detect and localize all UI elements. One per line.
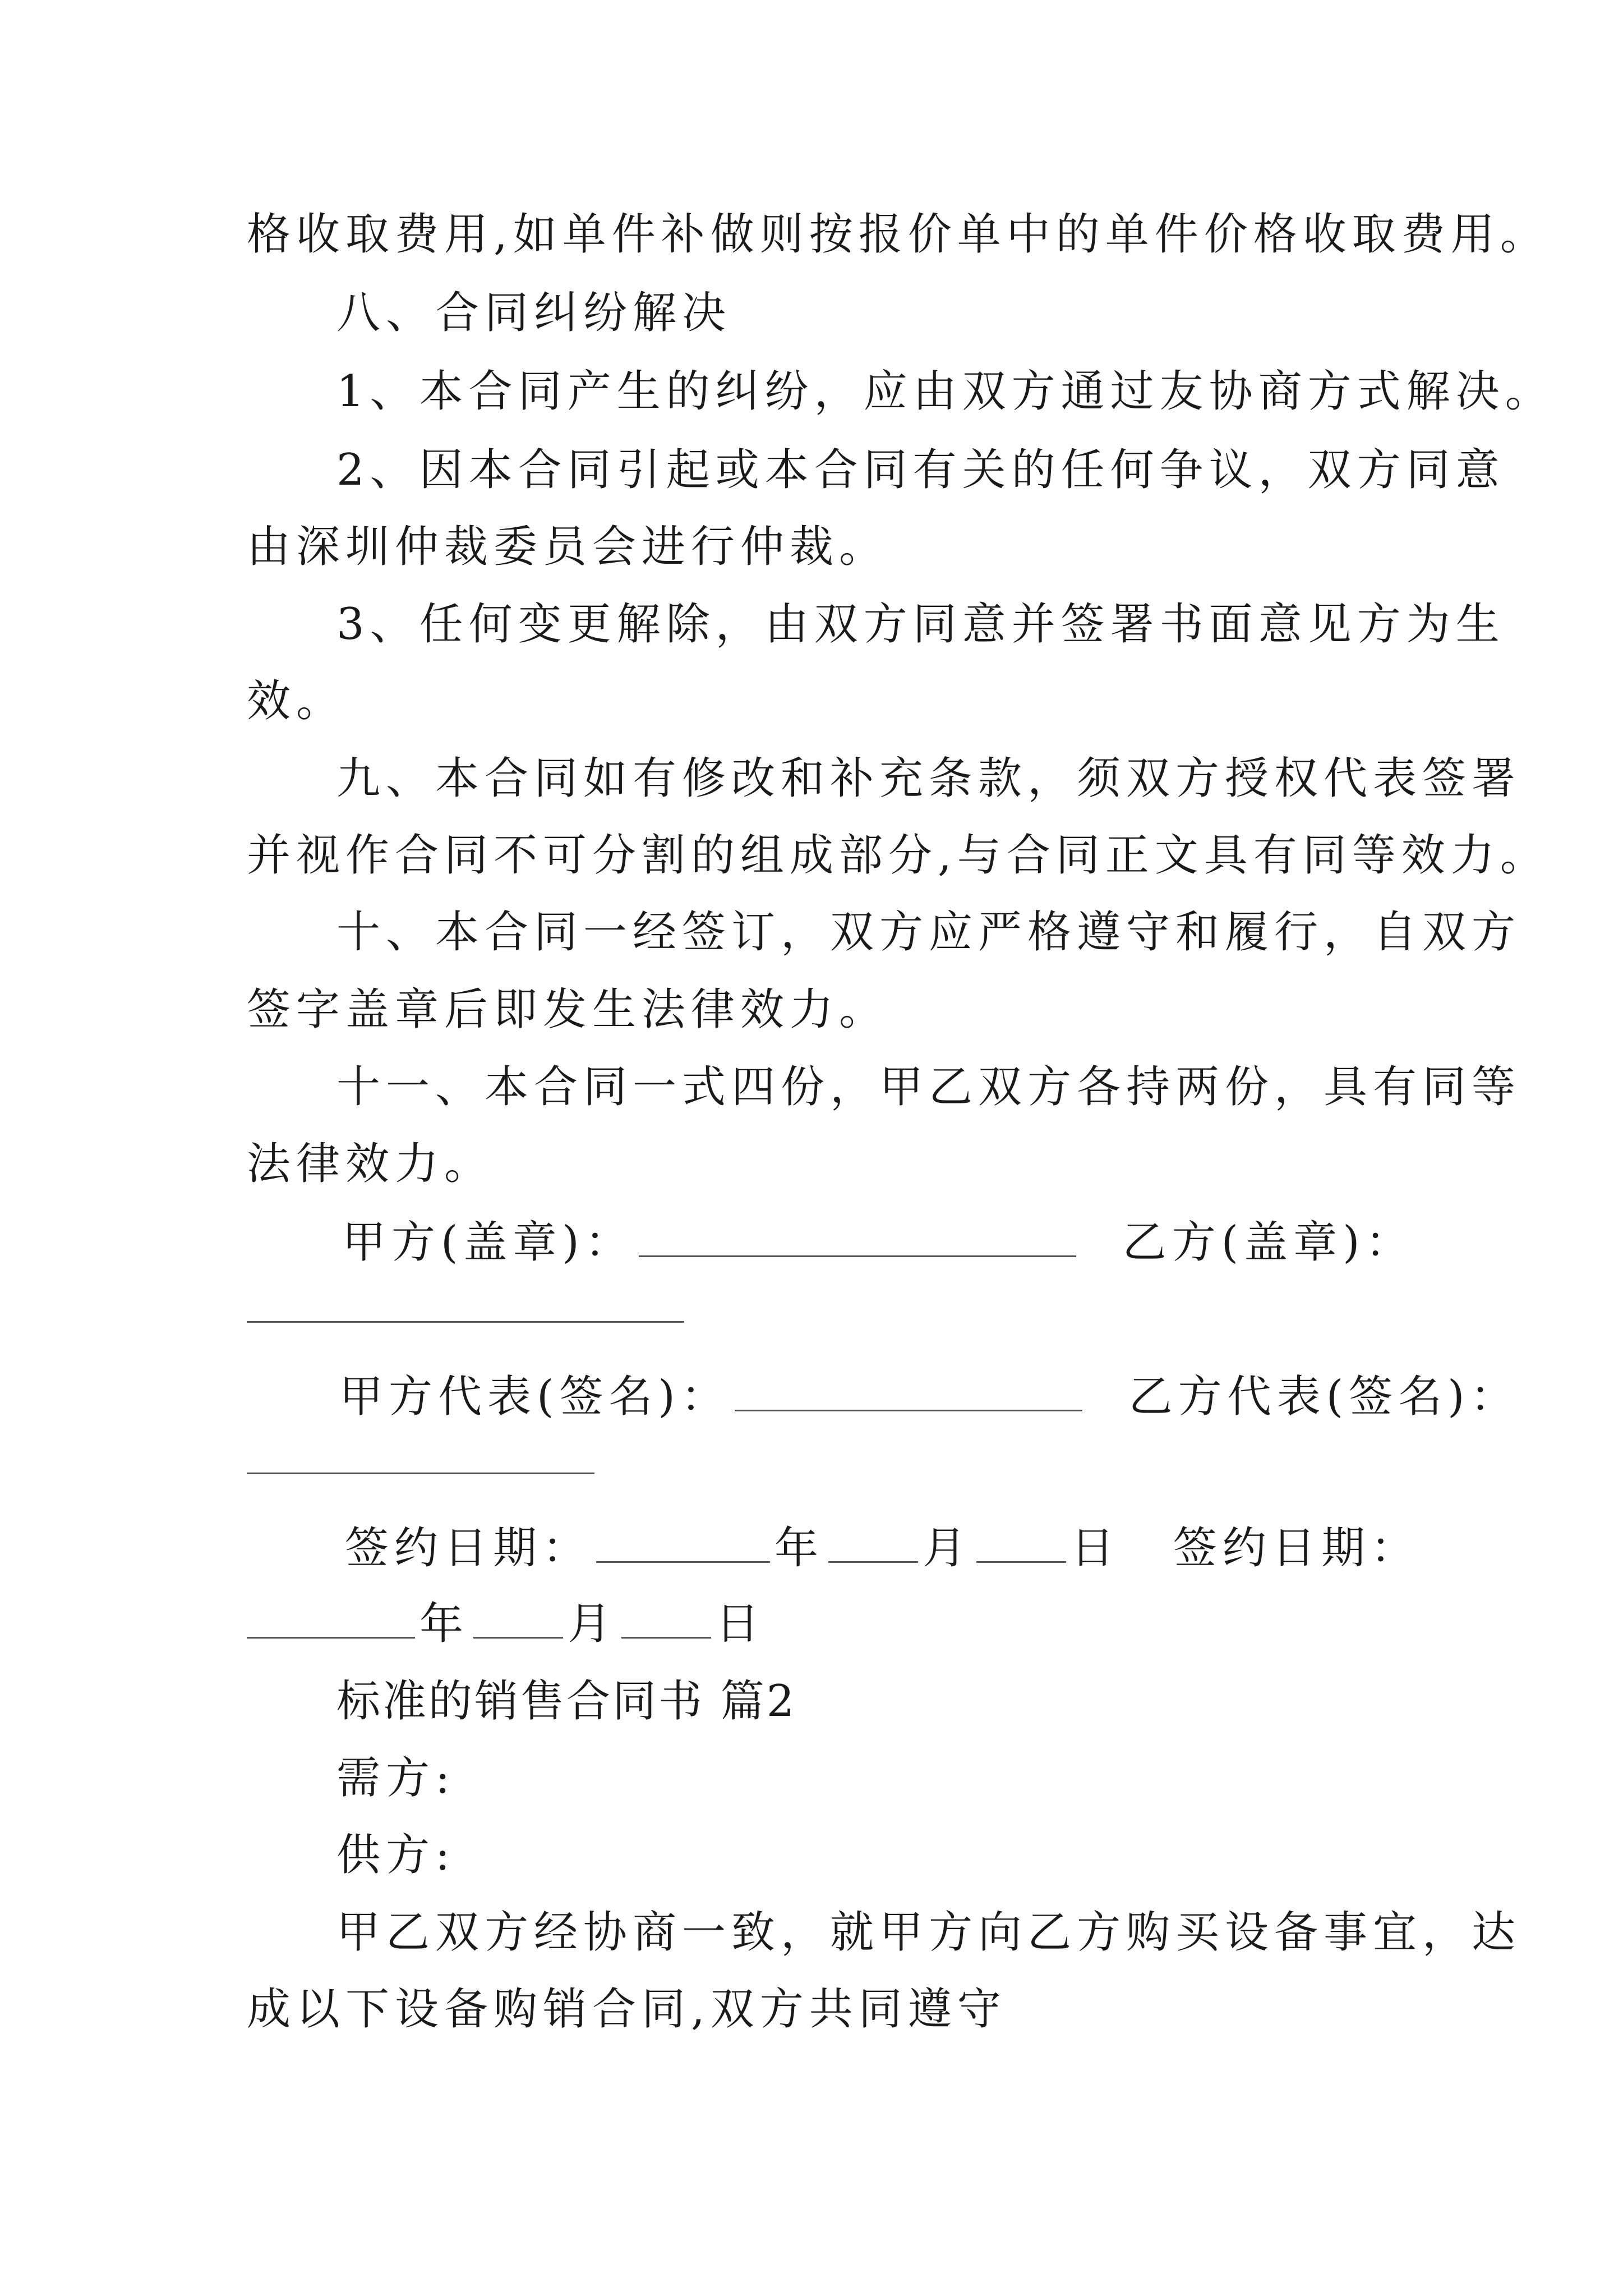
buyer-line: 需方: (336, 1753, 456, 1803)
sign-date-row-b (247, 1596, 765, 1652)
paragraph-line: 格收取费用,如单件补做则按报价单中的单件价格收取费用。 (247, 209, 1550, 260)
sign-date-label-b: 签约日期： (1173, 1523, 1420, 1573)
month-blank-b[interactable] (473, 1603, 563, 1639)
day-blank-b[interactable] (621, 1603, 711, 1639)
year-label-b: 年 (419, 1599, 469, 1649)
party-a-rep-label: 甲方代表(签名)： (339, 1372, 730, 1422)
paragraph-line: 法律效力。 (247, 1139, 494, 1189)
paragraph-line: 效。 (247, 676, 346, 726)
paragraph-line: 签字盖章后即发生法律效力。 (247, 984, 889, 1035)
day-label: 日 (1071, 1523, 1121, 1573)
party-b-rep-label: 乙方代表(签名)： (1128, 1372, 1520, 1422)
paragraph-line: 1、本合同产生的纠纷，应由双方通过友协商方式解决。 (336, 366, 1555, 417)
sign-date-label: 签约日期： (345, 1523, 592, 1573)
paragraph-line: 九、本合同如有修改和补充条款，须双方授权代表签署 (336, 753, 1521, 804)
paragraph-line: 并视作合同不可分割的组成部分,与合同正文具有同等效力。 (247, 830, 1550, 881)
month-label-b: 月 (568, 1599, 617, 1649)
paragraph-line: 十一、本合同一式四份，甲乙双方各持两份，具有同等 (336, 1062, 1521, 1112)
section-2-title: 标准的销售合同书 篇2 (336, 1676, 797, 1727)
supplier-line: 供方: (336, 1830, 456, 1880)
year-blank[interactable] (596, 1527, 770, 1563)
section-heading: 八、合同纠纷解决 (336, 288, 732, 338)
paragraph-line: 2、因本合同引起或本合同有关的任何争议，双方同意 (336, 445, 1505, 495)
sign-date-row (345, 1520, 1420, 1576)
year-label: 年 (774, 1523, 824, 1573)
paragraph-line: 甲乙双方经协商一致，就甲方向乙方购买设备事宜，达 (336, 1907, 1521, 1958)
party-b-rep-blank[interactable] (247, 1473, 594, 1474)
day-blank[interactable] (976, 1527, 1066, 1563)
party-a-seal-label: 甲方(盖章)： (342, 1217, 634, 1268)
day-label-b: 日 (716, 1599, 766, 1649)
paragraph-line: 成以下设备购销合同,双方共同遵守 (247, 1984, 1007, 2035)
paragraph-line: 3、任何变更解除，由双方同意并签署书面意见方为生 (336, 599, 1505, 650)
paragraph-line: 十、本合同一经签订，双方应严格遵守和履行，自双方 (336, 907, 1521, 958)
party-b-seal-blank[interactable] (247, 1321, 684, 1323)
month-blank[interactable] (828, 1527, 918, 1563)
month-label: 月 (923, 1523, 972, 1573)
party-a-rep-blank[interactable] (735, 1376, 1082, 1411)
representative-row (339, 1369, 1520, 1425)
party-a-seal-blank[interactable] (639, 1222, 1076, 1257)
seal-row (342, 1214, 1415, 1271)
party-b-seal-label: 乙方(盖章)： (1122, 1217, 1415, 1268)
year-blank-b[interactable] (247, 1603, 415, 1639)
paragraph-line: 由深圳仲裁委员会进行仲裁。 (247, 522, 889, 572)
